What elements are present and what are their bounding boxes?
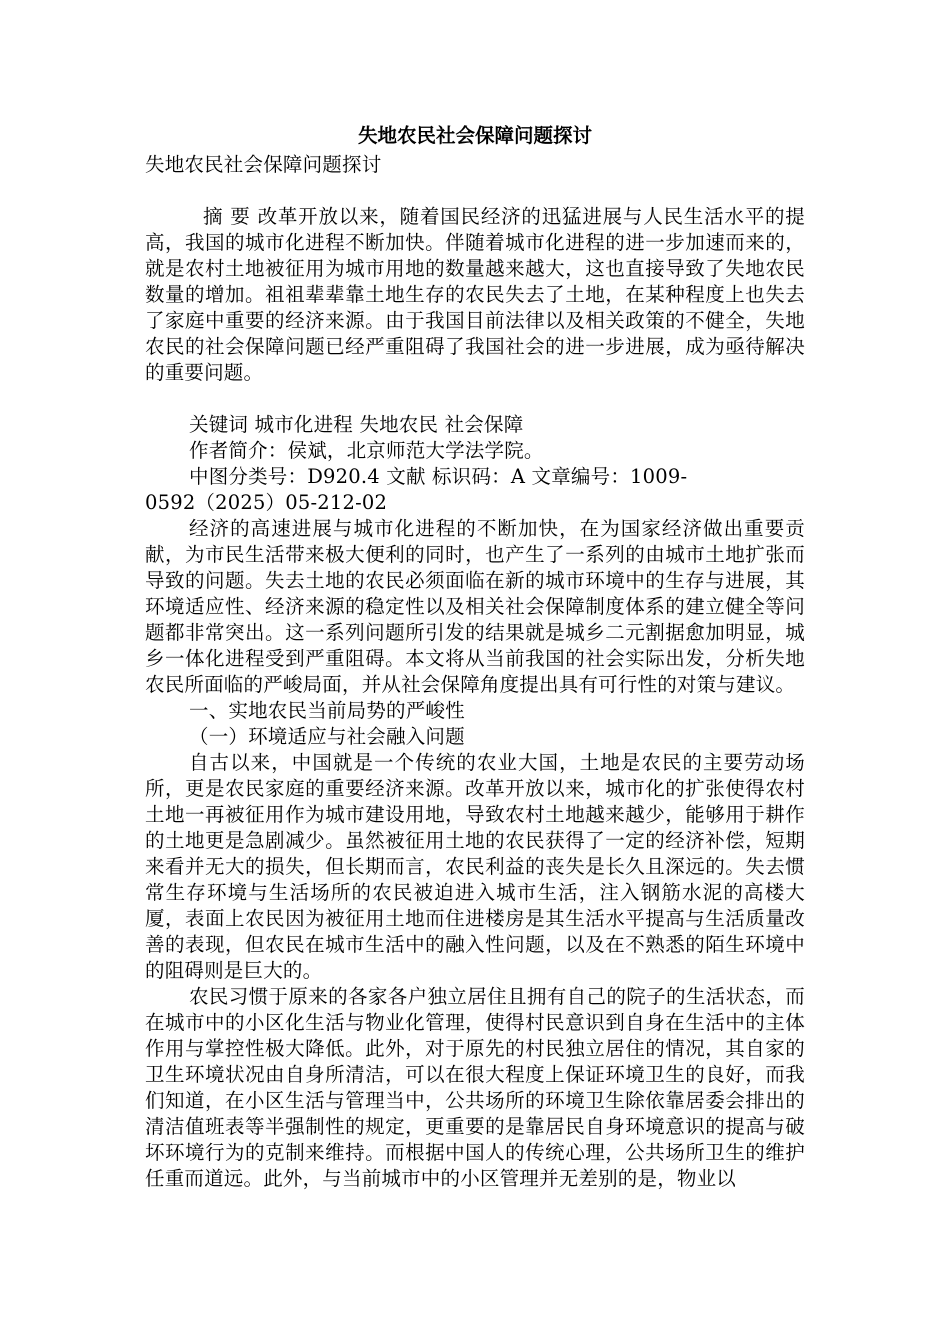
subsection-heading: （一）环境适应与社会融入问题: [189, 725, 465, 748]
document-body: [145, 152, 805, 1192]
body-paragraph-1: 自古以来，中国就是一个传统的农业大国，土地是农民的主要劳动场所，更是农民家庭的重要经济来源。改革开放以来，城市化的扩张使得农村土地一再被征用作为城市建设用地，导致农村土地越来越少，能够用于耕作的土地更是急剧减少。虽然被征用土地的农民获得了一定的经济补偿，短期来看并无大的损失，但长期而言，农民利益的丧失是长久且深远的。失去惯常生存环境与生活场所的农民被迫进入城市生活，注入钢筋水泥的高楼大厦，表面上农民因为被征用土地而住进楼房是其生活水平提高与生活质量改善的表现，但农民在城市生活中的融入性问题，以及在不熟悉的陌生环境中的阻碍则是巨大的。: [145, 751, 805, 982]
spacer: [145, 178, 805, 204]
classification-line-continued: 0592（2025）05-212-02: [145, 491, 388, 514]
spacer: [145, 386, 805, 412]
abstract-paragraph: 摘 要 改革开放以来，随着国民经济的迅猛进展与人民生活水平的提高，我国的城市化进程不断加快。伴随着城市化进程的进一步加速而来的，就是农村土地被征用为城市用地的数量越来越大，这也直接导致了失地农民数量的增加。祖祖辈辈靠土地生存的农民失去了土地，在某种程度上也失去了家庭中重要的经济来源。由于我国目前法律以及相关政策的不健全，失地农民的社会保障问题已经严重阻碍了我国社会的进一步进展，成为亟待解决的重要问题。: [145, 205, 805, 384]
body-paragraph-2: 农民习惯于原来的各家各户独立居住且拥有自己的院子的生活状态，而在城市中的小区化生活与物业化管理，使得村民意识到自身在生活中的主体作用与掌控性极大降低。此外，对于原先的村民独立居住的情况，其自家的卫生环境状况由自身所清洁，可以在很大程度上保证环境卫生的良好，而我们知道，在小区生活与管理当中，公共场所的环境卫生除依靠居委会排出的清洁值班表等半强制性的规定，更重要的是靠居民自身环境意识的提高与破坏环境行为的克制来维持。而根据中国人的传统心理，公共场所卫生的维护任重而道远。此外，与当前城市中的小区管理并无差别的是，物业以: [145, 985, 805, 1190]
document-title: 失地农民社会保障问题探讨: [357, 124, 592, 147]
keywords-line: 关键词 城市化进程 失地农民 社会保障: [189, 413, 524, 436]
intro-paragraph: 经济的高速进展与城市化进程的不断加快，在为国家经济做出重要贡献，为市民生活带来极大便利的同时，也产生了一系列的由城市土地扩张而导致的问题。失去土地的农民必须面临在新的城市环境中的生存与进展，其环境适应性、经济来源的稳定性以及相关社会保障制度体系的建立健全等问题都非常突出。这一系列问题所引发的结果就是城乡二元割据愈加明显，城乡一体化进程受到严重阻碍。本文将从当前我国的社会实际出发，分析失地农民所面临的严峻局面，并从社会保障角度提出具有可行性的对策与建议。: [145, 517, 805, 696]
author-line: 作者简介：侯斌，北京师范大学法学院。: [189, 439, 544, 462]
document-subtitle: 失地农民社会保障问题探讨: [145, 153, 382, 176]
classification-line: 中图分类号：D920.4 文献 标识码：A 文章编号：1009-: [189, 465, 688, 488]
section-heading: 一、实地农民当前局势的严峻性: [189, 699, 465, 722]
